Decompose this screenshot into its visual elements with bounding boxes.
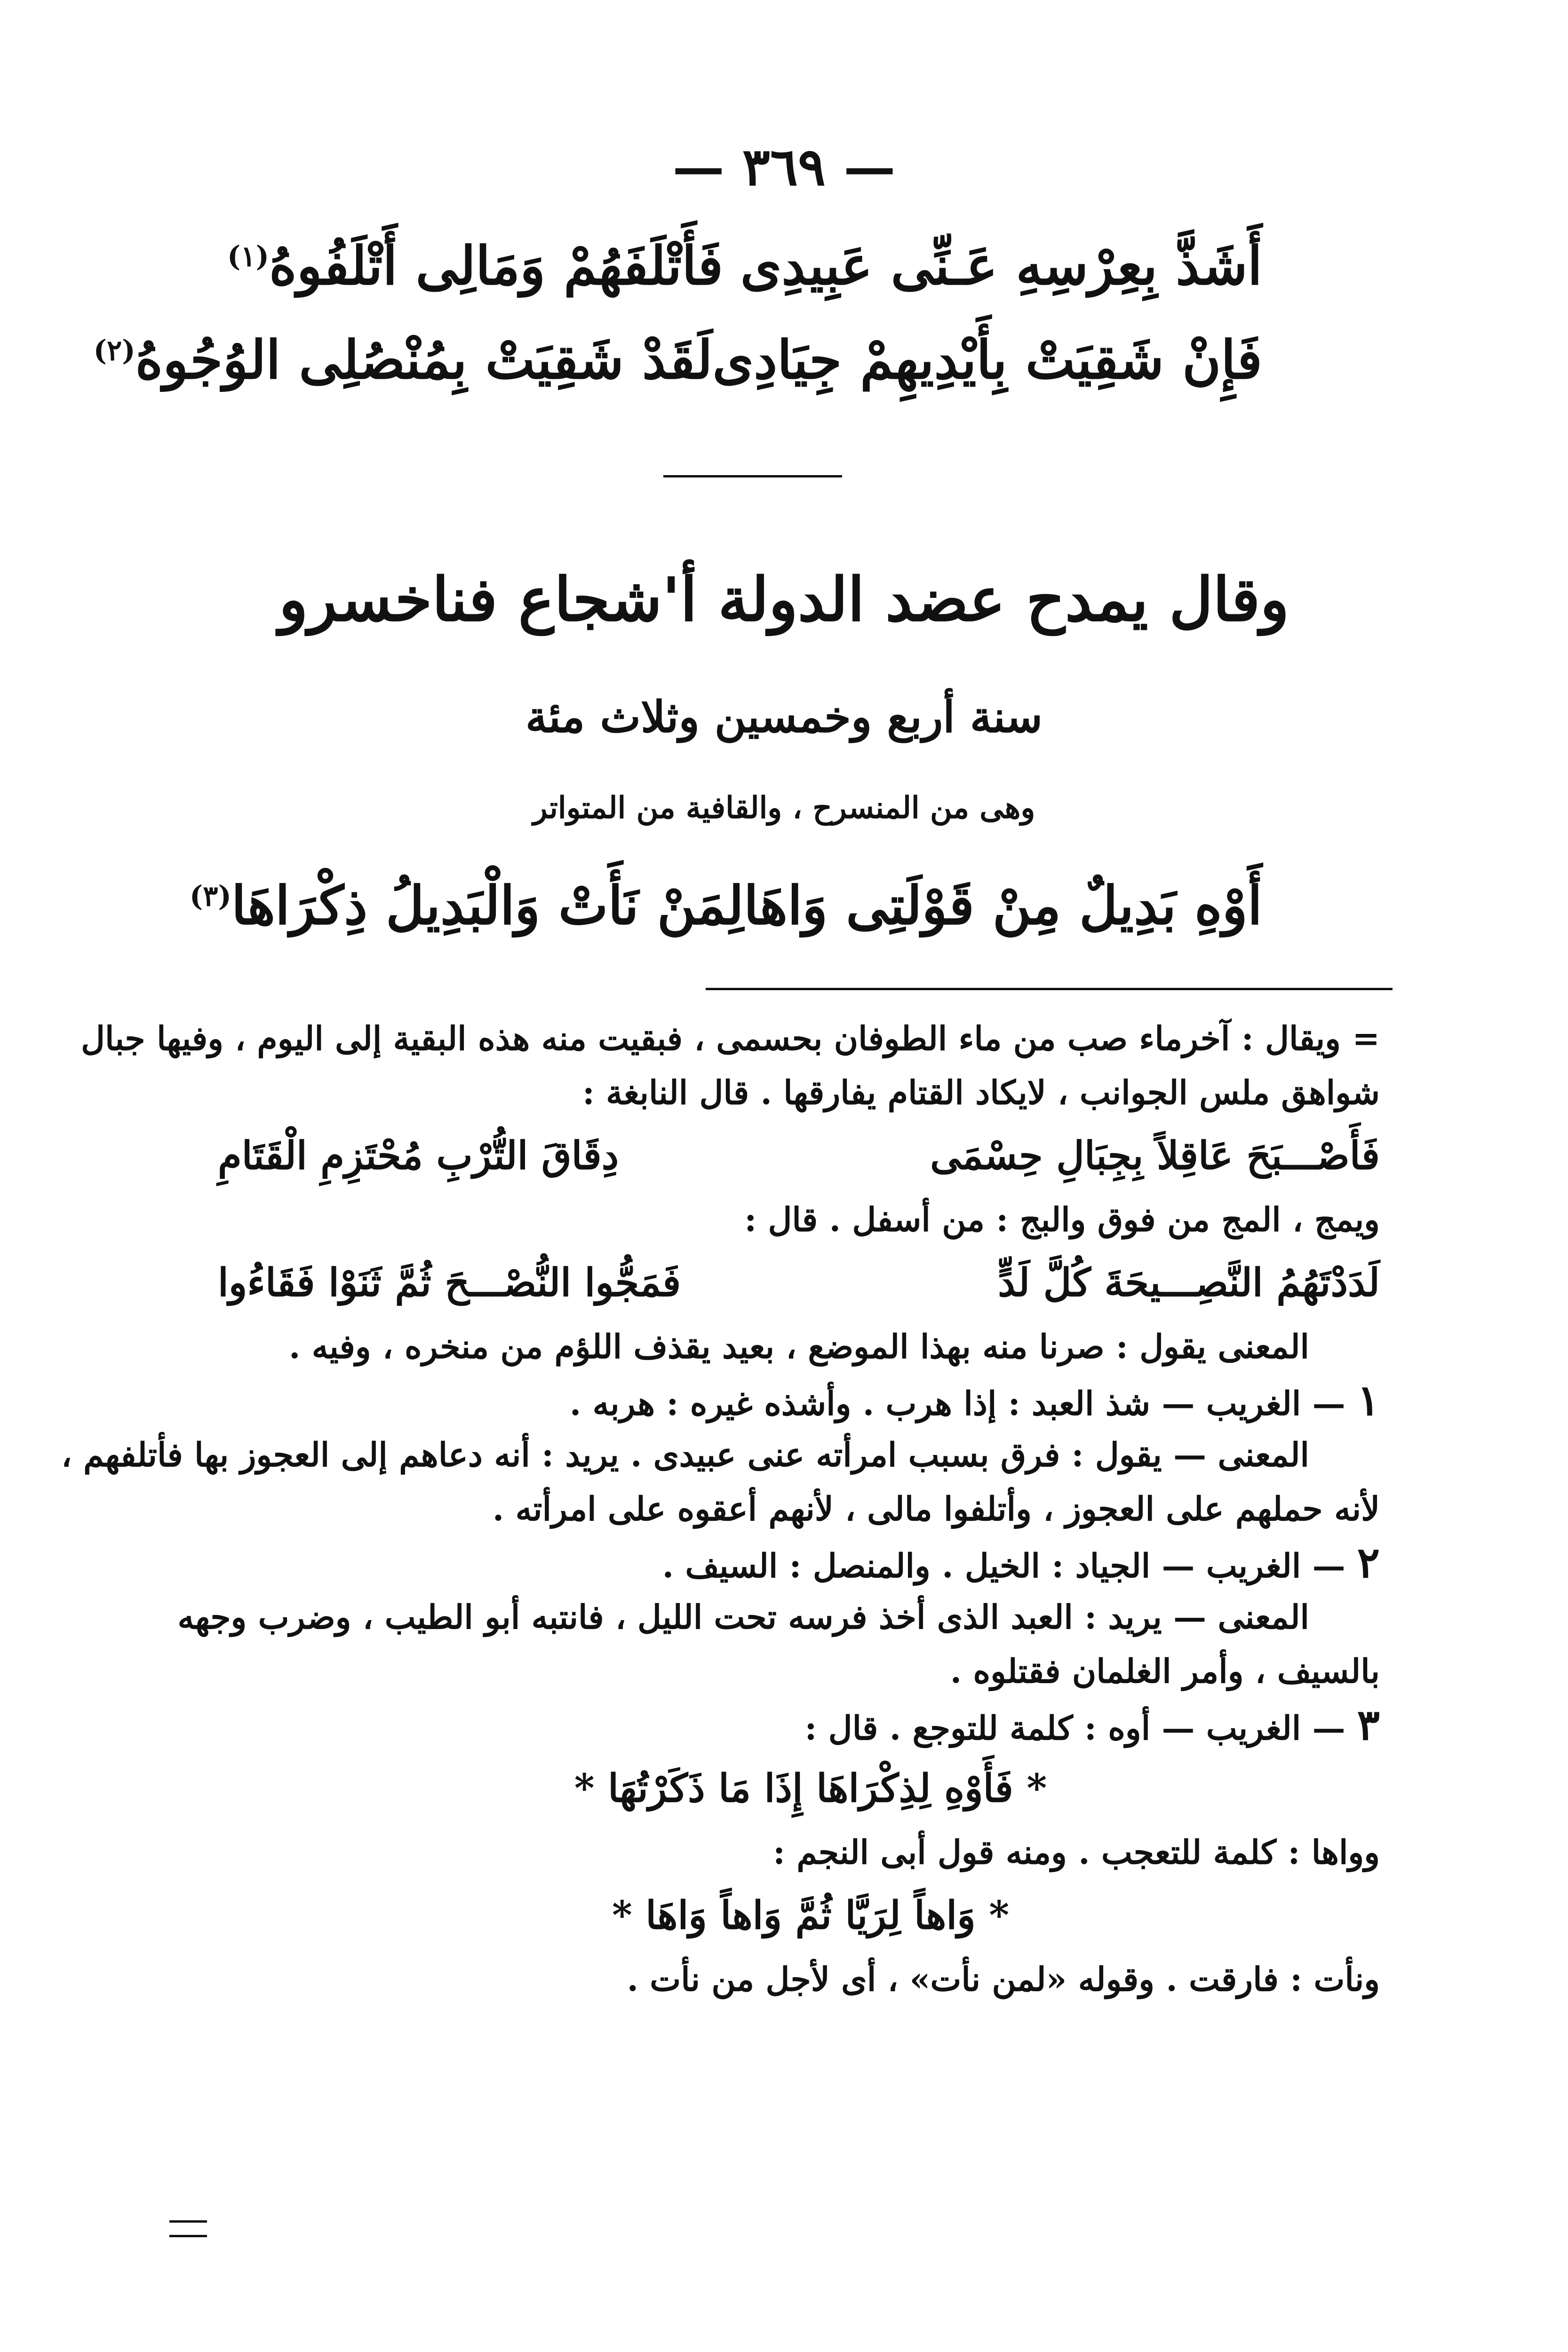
footnote-text: — الغريب — أوه : كلمة للتوجع . قال : bbox=[804, 1708, 1345, 1748]
quoted-verse-second-hemistich: فَمَجُّوا النُّصْـــحَ ثُمَّ ثَنَوْا فَقَاءُوا bbox=[218, 1260, 681, 1305]
footnotes bbox=[61, 1011, 1380, 2006]
verse-1-first-hemistich: أَشَذَّ بِعِرْسِهِ عَـنِّى عَبِيدِى bbox=[740, 235, 1262, 297]
quoted-verse bbox=[171, 1247, 1380, 1319]
continuation-mark bbox=[169, 2220, 207, 2237]
footnote-ref-3: (٣) bbox=[189, 880, 231, 913]
footnote-text: — الغريب — شذ العبد : إذا هرب . وأشذه غيره : هربه . bbox=[569, 1384, 1345, 1423]
quoted-hemistich bbox=[171, 1879, 1380, 1952]
section-divider bbox=[663, 475, 842, 477]
verse-main-first-hemistich: أَوْهِ بَدِيلٌ مِنْ قَوْلَتِى وَاهَا bbox=[743, 875, 1262, 937]
note-line: ويمج ، المج من فوق والبج : من أسفل . قال : bbox=[744, 1200, 1380, 1239]
footnote-2 bbox=[171, 1536, 1380, 1590]
verse-main-second-hemistich-text: لِمَنْ نَأَتْ وَالْبَدِيلُ ذِكْرَاهَا bbox=[231, 875, 744, 937]
verse-2-first-hemistich: فَإِنْ شَقِيَتْ بِأَيْدِيهِمْ جِيَادِى bbox=[712, 329, 1262, 391]
note-line: المعنى يقول : صرنا منه بهذا الموضع ، بعيد يقذف اللؤم من منخره ، وفيه . bbox=[289, 1327, 1309, 1366]
note-line: وواها : كلمة للتعجب . ومنه قول أبى النجم : bbox=[773, 1833, 1380, 1872]
quoted-verse-first-hemistich: فَأَصْـــبَحَ عَاقِلاً بِجِبَالِ حِسْمَى bbox=[930, 1133, 1380, 1178]
poem-heading: وقال يمدح عضد الدولة أ'شجاع فناخسرو bbox=[279, 564, 1289, 635]
footnote-number: ٢ bbox=[1357, 1538, 1380, 1588]
note-line: المعنى — يريد : العبد الذى أخذ فرسه تحت الليل ، فانتبه أبو الطيب ، وضرب وجهه bbox=[177, 1597, 1309, 1637]
quoted-hemistich bbox=[171, 1752, 1380, 1825]
meter-note: وهى من المنسرح ، والقافية من المتواتر bbox=[533, 790, 1035, 826]
note-line: لأنه حملهم على العجوز ، وأتلفوا مالى ، لأنهم أعقوه على امرأته . bbox=[492, 1489, 1380, 1528]
footnotes-divider bbox=[706, 988, 1393, 990]
quoted-hemistich-text: * فَأَوْهِ لِذِكْرَاهَا إِذَا مَا ذَكَرْتُهَا * bbox=[574, 1766, 1047, 1811]
verse-1-second-hemistich-text: فَأَتْلَفَهُمْ وَمَالِى أَتْلَفُوهُ bbox=[269, 235, 723, 297]
verse-2-second-hemistich bbox=[94, 329, 713, 391]
footnote-1 bbox=[171, 1374, 1380, 1428]
quoted-hemistich-text: * وَاهاً لِرَيَّا ثُمَّ وَاهاً وَاهَا * bbox=[612, 1893, 1010, 1938]
note-line: المعنى — يقول : فرق بسبب امرأته عنى عبيدى . يريد : أنه دعاهم إلى العجوز بها فأتلفهم ، bbox=[61, 1435, 1309, 1474]
footnote-number: ٣ bbox=[1357, 1700, 1380, 1750]
poem-date: سنة أربع وخمسين وثلاث مئة bbox=[525, 691, 1043, 742]
note-line: = ويقال : آخرماء صب من ماء الطوفان بحسمى ، فبقيت منه هذه البقية إلى اليوم ، وفيها جبال bbox=[81, 1019, 1380, 1058]
verse-main bbox=[189, 875, 1262, 937]
verse-1-second-hemistich bbox=[227, 235, 723, 297]
note-line: شواهق ملس الجوانب ، لايكاد القتام يفارقها . قال النابغة : bbox=[582, 1073, 1380, 1112]
note-line: ونأت : فارقت . وقوله «لمن نأت» ، أى لأجل من نأت . bbox=[627, 1960, 1380, 1999]
footnote-number: ١ bbox=[1357, 1375, 1380, 1425]
verse-main-second-hemistich bbox=[190, 875, 744, 937]
footnote-3 bbox=[171, 1698, 1380, 1752]
verse-1 bbox=[227, 235, 1262, 297]
verse-2-second-hemistich-text: لَقَدْ شَقِيَتْ بِمُنْصُلِى الوُجُوهُ bbox=[135, 329, 713, 391]
verse-2 bbox=[93, 329, 1262, 391]
footnote-text: — الغريب — الجياد : الخيل . والمنصل : السيف . bbox=[662, 1546, 1345, 1585]
page-number: — ٣٦٩ — bbox=[672, 136, 896, 197]
quoted-verse bbox=[171, 1120, 1380, 1192]
footnote-ref-2: (٢) bbox=[93, 334, 135, 367]
footnote-ref-1: (١) bbox=[227, 240, 270, 273]
note-line: بالسيف ، وأمر الغلمان فقتلوه . bbox=[950, 1652, 1380, 1691]
quoted-verse-first-hemistich: لَدَدْتَهُمُ النَّصِـــيحَةَ كُلَّ لَدٍّ bbox=[998, 1260, 1380, 1305]
quoted-verse-second-hemistich: دِقَاقَ التُّرْبِ مُحْتَزِمِ الْقَتَامِ bbox=[218, 1133, 619, 1178]
